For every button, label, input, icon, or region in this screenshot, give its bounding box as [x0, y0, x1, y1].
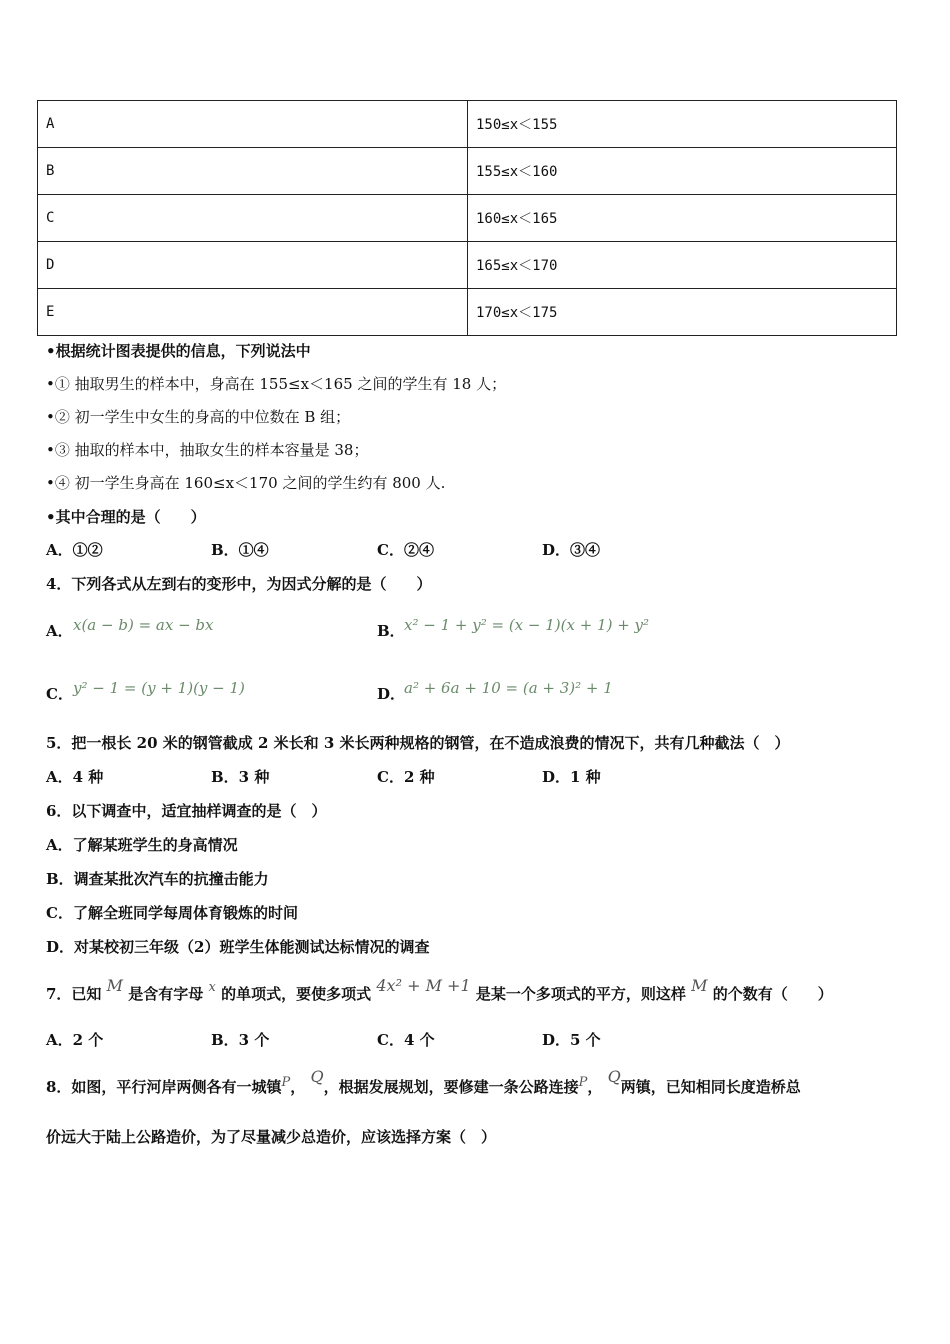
- table-cell-group: B: [38, 148, 468, 195]
- q3-statement-4: •④ 初一学生身高在 160≤x＜170 之间的学生约有 800 人.: [46, 474, 446, 492]
- table-row: [38, 148, 897, 195]
- table-cell-group: A: [38, 101, 468, 148]
- q7-text-2: 是含有字母: [128, 985, 204, 1003]
- table-row: [38, 101, 897, 148]
- q7-option-a: A．2 个: [46, 1031, 104, 1049]
- table-cell-range: 155≤x＜160: [468, 148, 897, 195]
- q7-option-b: B．3 个: [211, 1031, 270, 1049]
- q7-option-c: C．4 个: [377, 1031, 435, 1049]
- q4-option-c-label: C．: [46, 685, 73, 703]
- table-row: [38, 289, 897, 336]
- table-row: [38, 242, 897, 289]
- table-cell-group: C: [38, 195, 468, 242]
- q4-option-c-formula: y² − 1 = (y + 1)(y − 1): [73, 679, 245, 697]
- q3-statement-3: •③ 抽取的样本中，抽取女生的样本容量是 38；: [46, 441, 369, 459]
- q8-stem-line-1: [46, 1067, 801, 1099]
- q7-text-3: 的单项式，要使多项式: [221, 985, 372, 1003]
- q3-ask: •其中合理的是（ ）: [46, 508, 206, 526]
- q7-option-d: D．5 个: [542, 1031, 601, 1049]
- table-row: [38, 195, 897, 242]
- table-cell-group: D: [38, 242, 468, 289]
- q7-var-m-2: M: [691, 976, 708, 995]
- q4-option-d-label: D．: [377, 685, 406, 703]
- q8-var-q: Q: [310, 1067, 324, 1086]
- table-cell-group: E: [38, 289, 468, 336]
- q7-stem: [46, 976, 833, 1006]
- q4-option-d-formula: a² + 6a + 10 = (a + 3)² + 1: [404, 679, 613, 697]
- q7-text-1: 7．已知: [46, 985, 102, 1003]
- q5-stem: 5．把一根长 20 米的钢管截成 2 米长和 3 米长两种规格的钢管，在不造成浪费的情况下，共有几种截法（ ）: [46, 734, 790, 752]
- q3-option-d: D．③④: [542, 541, 601, 559]
- q8-text-3: 两镇，已知相同长度造桥总: [620, 1078, 801, 1096]
- table-cell-range: 170≤x＜175: [468, 289, 897, 336]
- q3-intro: •根据统计图表提供的信息，下列说法中: [46, 342, 311, 360]
- q5-option-c: C．2 种: [377, 768, 435, 786]
- q7-text-5: 的个数有（ ）: [712, 985, 833, 1003]
- q3-option-c: C．②④: [377, 541, 434, 559]
- q4-option-a-label: A．: [46, 622, 73, 640]
- q6-option-d: D．对某校初三年级（2）班学生体能测试达标情况的调查: [46, 938, 430, 956]
- q6-option-a: A．了解某班学生的身高情况: [46, 836, 238, 854]
- q5-option-d: D．1 种: [542, 768, 601, 786]
- q8-stem-line-2: 价远大于陆上公路造价，为了尽量减少总造价，应该选择方案（ ）: [46, 1128, 497, 1146]
- q7-polynomial: 4x² + M +1: [376, 976, 471, 995]
- q8-var-p-2: P: [578, 1075, 588, 1090]
- q7-var-x: x: [208, 980, 216, 995]
- q8-comma-2: ，: [587, 1078, 603, 1096]
- q4-option-b-formula: x² − 1 + y² = (x − 1)(x + 1) + y²: [404, 616, 650, 634]
- q8-var-p: P: [281, 1075, 291, 1090]
- q8-var-q-2: Q: [607, 1067, 621, 1086]
- q8-text-2: ，根据发展规划，要修建一条公路连接: [323, 1078, 579, 1096]
- q4-option-b-label: B．: [377, 622, 405, 640]
- height-group-table: [37, 100, 897, 336]
- q6-option-c: C．了解全班同学每周体育锻炼的时间: [46, 904, 298, 922]
- q3-option-a: A．①②: [46, 541, 103, 559]
- q6-stem: 6．以下调查中，适宜抽样调查的是（ ）: [46, 802, 327, 820]
- q4-option-a-formula: x(a − b) = ax − bx: [73, 616, 214, 634]
- q5-option-a: A．4 种: [46, 768, 104, 786]
- q3-statement-2: •② 初一学生中女生的身高的中位数在 B 组；: [46, 408, 351, 426]
- q7-var-m: M: [106, 976, 124, 995]
- table-cell-range: 160≤x＜165: [468, 195, 897, 242]
- q7-text-4: 是某一个多项式的平方，则这样: [475, 985, 686, 1003]
- q8-comma: ，: [290, 1078, 306, 1096]
- table-cell-range: 150≤x＜155: [468, 101, 897, 148]
- q3-statement-1: •① 抽取男生的样本中，身高在 155≤x＜165 之间的学生有 18 人；: [46, 375, 507, 393]
- q3-option-b: B．①④: [211, 541, 269, 559]
- q6-option-b: B．调查某批次汽车的抗撞击能力: [46, 870, 269, 888]
- q8-text-1: 8．如图，平行河岸两侧各有一城镇: [46, 1078, 282, 1096]
- q4-stem: 4．下列各式从左到右的变形中，为因式分解的是（ ）: [46, 575, 432, 593]
- table-cell-range: 165≤x＜170: [468, 242, 897, 289]
- q5-option-b: B．3 种: [211, 768, 270, 786]
